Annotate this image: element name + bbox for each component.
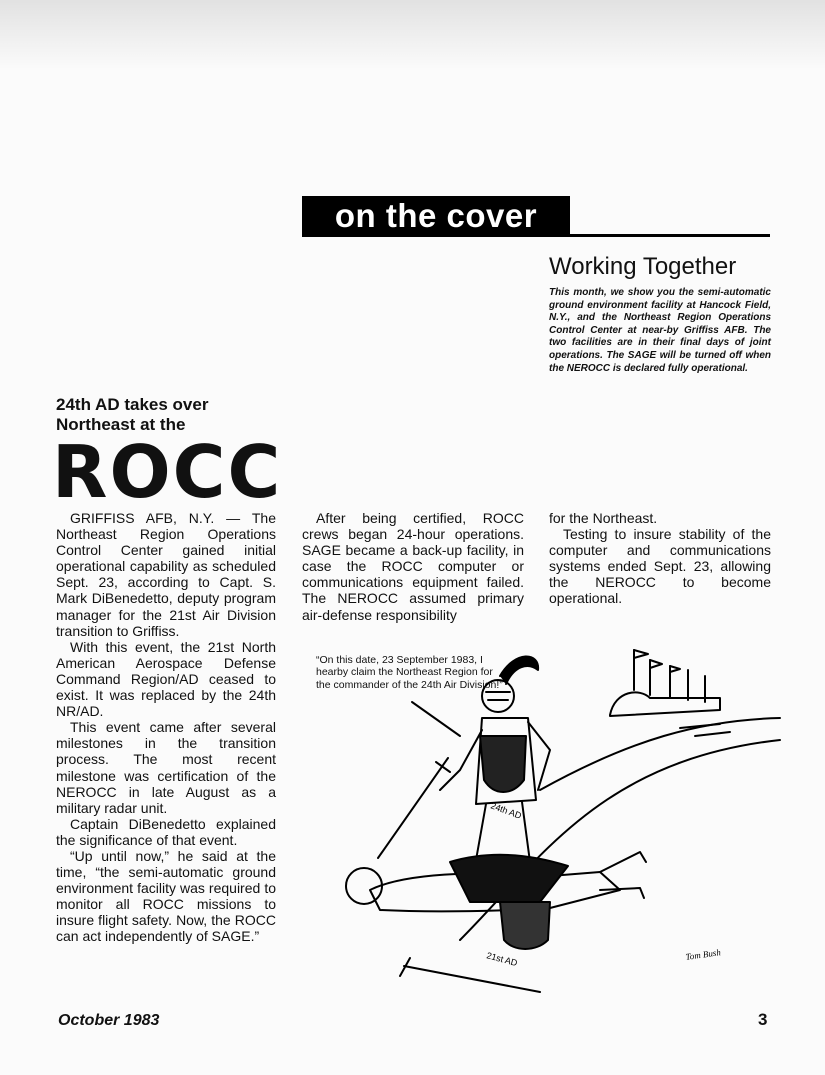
paragraph: “Up until now,” he said at the time, “the semi-automatic ground environment facility was required to monitor all ROCC missions to insure flight safety. Now, the ROCC can act independently of SAGE.” [56,847,276,945]
knight-helmet [482,680,514,712]
section-banner: on the cover [302,196,570,236]
article-column-3 [549,510,771,607]
article-column-1 [56,510,276,945]
paragraph: GRIFFISS AFB, N.Y. — The Northeast Region Operations Control Center gained initial operational capability as scheduled Sept. 23, according to Capt. S. Mark DiBenedetto, deputy program manager for the 21st Air Division transition to Griffiss. [56,510,276,639]
issue-date: October 1983 [58,1012,160,1029]
cover-subtitle: Working Together [549,253,737,280]
fallen-flag [450,855,568,902]
fallen-legs [600,852,646,898]
shield-text: 24th AD [489,800,523,821]
sword [378,758,450,858]
speech-pointer [412,702,460,736]
knight-cartoon [300,640,790,1000]
hill-ridge [540,718,780,790]
cover-intro: This month, we show you the semi-automatic ground environment facility at Hancock Field, N.Y., and the Northeast Region Operations Control Center at near-by Griffiss AFB. The two facilities are in their final days of joint operations. The SAGE will be turned off when the NEROCC is declared fully operational. [549,287,771,374]
facility [610,692,720,716]
fallen-shield [500,902,550,949]
paragraph: This event came after several milestones in the transition process. The most recent milestone was certification of the NEROCC in late August as a military radar unit. [56,719,276,816]
paragraph: After being certified, ROCC crews began 24-hour operations. SAGE became a back-up facility, in case the ROCC computer or communications equipment failed. The NEROCC assumed primary air-defense responsibility [302,510,524,623]
flags [634,650,680,672]
knight-shield [480,736,526,792]
article-kicker: 24th AD takes over Northeast at the [56,395,209,434]
artist-signature: Tom Bush [684,947,722,962]
paragraph: Testing to insure stability of the computer and communications systems ended Sept. 23, allowing the NEROCC to become operational. [549,526,771,607]
fallen-text: 21st AD [485,950,519,969]
paragraph: With this event, the 21st North American Aerospace Defense Command Region/AD ceased to exist. It was replaced by the 24th NR/AD. [56,638,276,720]
paragraph-continued: for the Northeast. [549,510,658,526]
article-headline: ROCC [52,430,283,514]
cartoon-quote: “On this date, 23 September 1983, I hearby claim the Northeast Region for the commander of the 24th Air Division!” [316,654,503,691]
scan-shadow [0,0,825,70]
article-column-2 [302,510,524,623]
dropped-sword [400,958,540,992]
knight-visor [486,692,510,700]
knight-plume [500,656,538,684]
banner-rule [302,234,770,237]
page-number: 3 [758,1010,768,1029]
paragraph: Captain DiBenedetto explained the significance of that event. [56,815,276,848]
